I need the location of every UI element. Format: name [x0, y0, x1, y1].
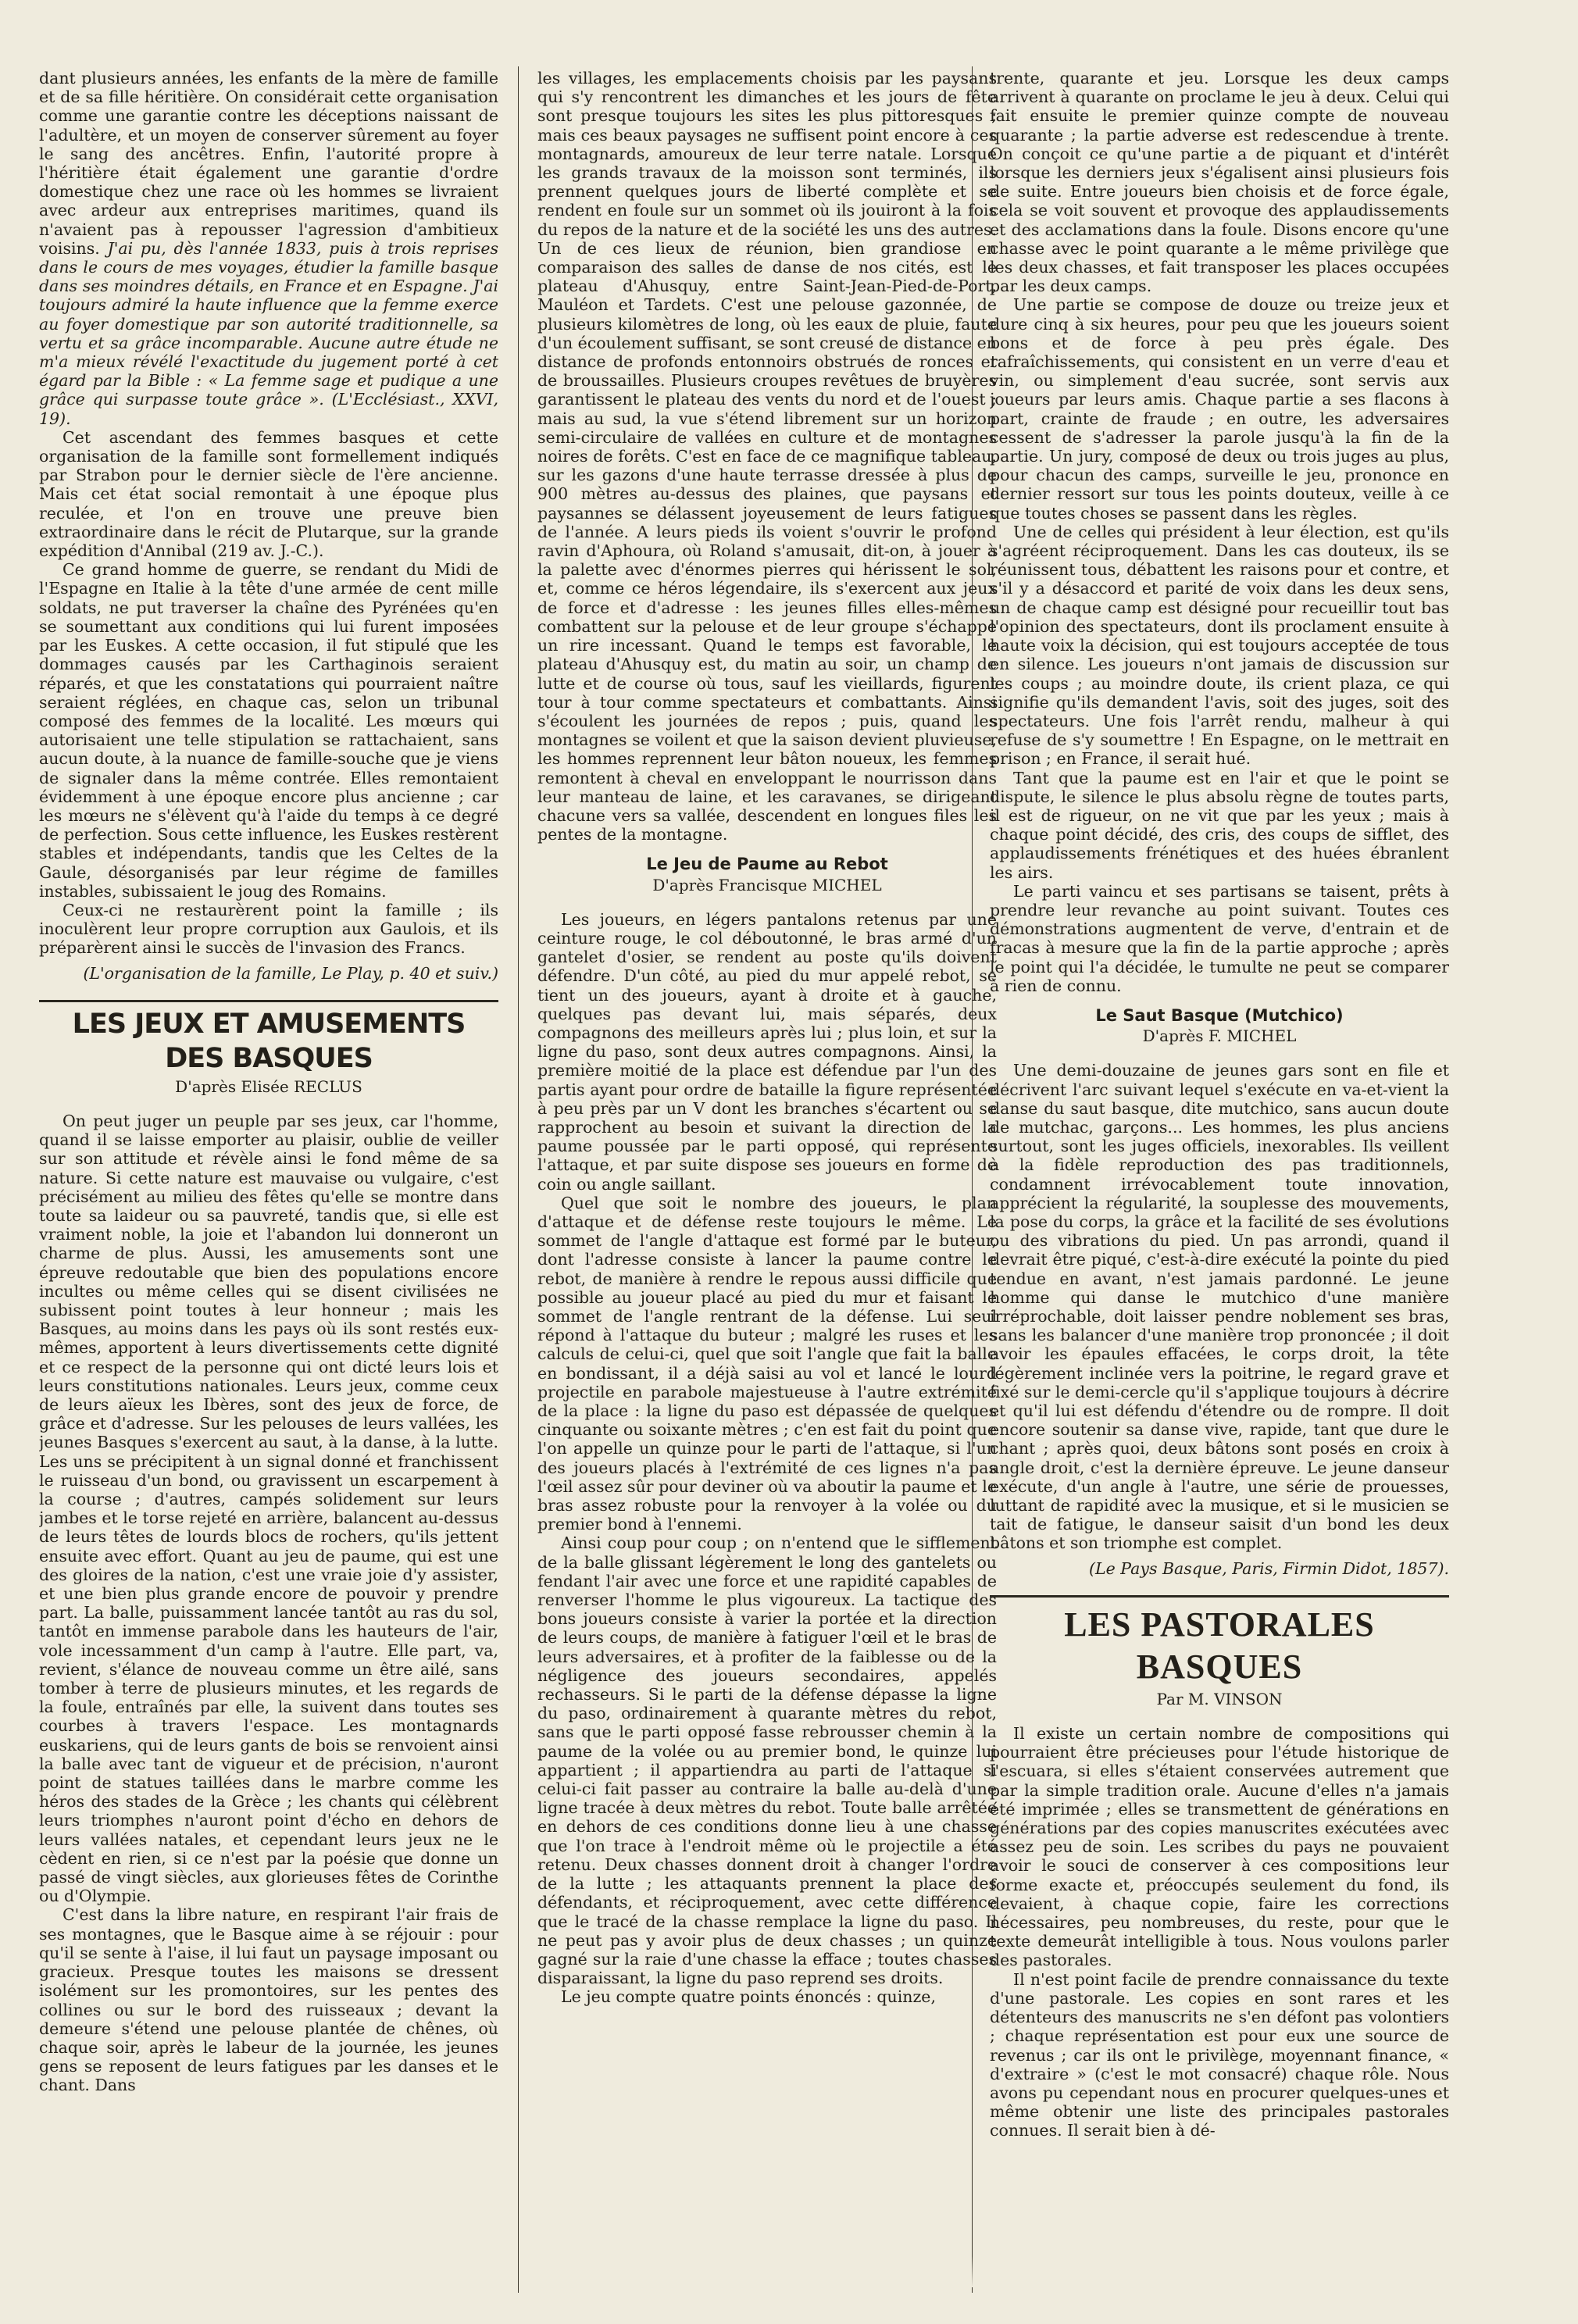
paragraph: Ainsi coup pour coup ; on n'entend que le sifflement de la balle glissant légèrement le long des gantelets ou fendant l'air avec une force et une rapidité capables de renverser l'homme le plus vigoureux. La tactique des bons joueurs consiste à varier la portée et la direction de leurs coups, de manière à fatiguer l'œil et le bras de leurs adversaires, et à profiter de la faiblesse ou de la négligence des joueurs secondaires, appelés rechasseurs. Si le parti de la défense dépasse la ligne du paso, ordinairement à quarante mètres du rebot, sans que le parti opposé fasse rebrousser chemin à la paume de la volée ou au premier bond, le quinze lui appartient ; il appartiendra au parti de l'attaque si celui-ci fait passer au contraire la balle au-delà d'une ligne tracée à deux mètres du rebot. Toute balle arrêtée en dehors de ces conditions donne lieu à une chasse que l'on trace à l'endroit même où le projectile a été retenu. Deux chasses donnent droit à changer l'ordre de la lutte ; les attaquants prennent la place des défendants, et réciproquement, avec cette différence que le tracé de la chasse remplace la ligne du paso. Il ne peut pas y avoir plus de deux chasses ; un quinze gagné sur la raie d'une chasse la efface ; toutes chasses disparaissant, la ligne du paso reprend ses droits.	[537, 1533, 997, 1988]
paragraph: Il n'est point facile de prendre connaissance du texte d'une pastorale. Les copies en sont rares et les détenteurs des manuscrits ne s'en défont pas volontiers ; chaque représentation est pour eux une source de revenus ; car ils ont le privilège, moyennant finance, « d'extraire » (c'est le mot consacré) chaque rôle. Nous avons pu cependant nous en procurer quelques-unes et même obtenir une liste des principales pastorales connues. Il serait bien à dé-	[990, 1969, 1449, 2140]
citation: (L'organisation de la famille, Le Play, p. 40 et suiv.)	[83, 963, 498, 983]
column-fade	[990, 2256, 1449, 2287]
section-byline: D'après F. MICHEL	[1142, 1026, 1297, 1046]
paragraph: Ce grand homme de guerre, se rendant du Midi de l'Espagne en Italie à la tête d'une armée de cent mille soldats, ne put traverser la chaîne des Pyrénées qu'en se soumettant aux conditions qui lui furent imposées par les Euskes. A cette occasion, il fut stipulé que les dommages causés par les Carthaginois seraient réparés, et que les constatations qui pourraient naître seraient réglées, en chaque cas, selon un tribunal composé des femmes de la localité. Les mœurs qui autorisaient une telle stipulation se rattachaient, sans aucun doute, à la nuance de famille-souche que je viens de signaler dans la même contrée. Elles remontaient évidemment à une époque encore plus ancienne ; car les mœurs ne s'élèvent qu'à l'aide du temps à ce degré de perfection. Sous cette influence, les Euskes restèrent stables et indépendants, tandis que les Celtes de la Gaule, désorganisés par leur régime de familles instables, subissaient le joug des Romains.	[39, 560, 498, 901]
paragraph: C'est dans la libre nature, en respirant l'air frais de ses montagnes, que le Basque aime à se réjouir : pour qu'il se sente à l'aise, il lui faut un paysage imposant ou gracieux. Presque toutes les maisons se dressent isolément sur les promontoires, sur les pentes des collines ou sur le bord des ruisseaux ; devant la demeure s'étend une pelouse plantée de chênes, où chaque soir, après le labeur de la journée, les jeunes gens se reposent de leurs fatigues par les danses et le chant. Dans	[39, 1905, 498, 2095]
paragraph: Il existe un certain nombre de compositions qui pourraient être précieuses pour l'étude historique de l'escuara, si elles s'étaient conservées autrement que par la simple tradition orale. Aucune d'elles n'a jamais été imprimée ; elles se transmettent de générations en générations par des copies manuscrites exécutées avec assez peu de soin. Les scribes du pays ne pouvaient avoir le souci de conserver à ces compositions leur forme exacte et, préoccupés seulement du fond, ils devaient, à chaque copie, faire les corrections nécessaires, peu nombreuses, du reste, pour que le texte demeurât intelligible à tous. Nous voulons parler des pastorales.	[990, 1724, 1449, 1970]
citation: (Le Pays Basque, Paris, Firmin Didot, 1857).	[1089, 1558, 1449, 1578]
article-byline: Par M. VINSON	[1156, 1689, 1283, 1708]
paragraph: Ceux-ci ne restaurèrent point la famille ; ils inoculèrent leur propre corruption aux Gaulois, et ils préparèrent ainsi le succès de l'invasion des Francs.	[39, 900, 498, 958]
paragraph: trente, quarante et jeu. Lorsque les deux camps arrivent à quarante on proclame le jeu à deux. Celui qui fait ensuite le premier quinze compte de nouveau quarante ; la partie adverse est redescendue à trente. On conçoit ce qu'une partie a de piquant et d'intérêt lorsque les derniers jeux s'égalisent ainsi plusieurs fois de suite. Entre joueurs bien choisis et de force égale, cela se voit souvent et provoque des applaudissements et des acclamations dans la foule. Disons encore qu'une chasse avec le point quarante a le même privilège que les deux chasses, et fait transposer les places occupées par les deux camps.	[990, 69, 1449, 296]
section-title: Le Jeu de Paume au Rebot	[646, 855, 888, 874]
article-byline: D'après Elisée RECLUS	[175, 1076, 362, 1096]
paragraph: Une de celles qui président à leur élection, est qu'ils s'agréent réciproquement. Dans les cas douteux, ils se réunissent tous, débattent les raisons pour et contre, et s'il y a désaccord et parité de voix dans les deux sens, un de chaque camp est désigné pour recueillir tout bas l'opinion des spectateurs, dont ils proclament ensuite à haute voix la décision, qui est toujours acceptée de tous en silence. Les joueurs n'ont jamais de discussion sur les coups ; au moindre doute, ils crient plaza, ce qui signifie qu'ils demandent l'avis, soit des juges, soit des spectateurs. Une fois l'arrêt rendu, malheur à qui refuse de s'y soumettre ! En Espagne, on le mettrait en prison ; en France, il serait hué.	[990, 522, 1449, 769]
column-left	[39, 69, 498, 2287]
column-fade	[537, 2256, 997, 2287]
paragraph: dant plusieurs années, les enfants de la mère de famille et de sa fille héritière. On considérait cette organisation comme une garantie contre les déceptions naissant de l'adultère, et un moyen de conserver sûrement au foyer le sang des ancêtres. Enfin, l'autorité propre à l'héritière était également une garantie d'ordre domestique chez une race où les hommes se livraient avec ardeur aux entreprises maritimes, quand ils n'avaient pas à repousser l'agression d'ambitieux voisins. J'ai pu, dès l'année 1833, puis à trois reprises dans le cours de mes voyages, étudier la famille basque dans ses moindres détails, en France et en Espagne. J'ai toujours admiré la haute influence que la femme exerce au foyer domestique par son autorité traditionnelle, sa vertu et sa grâce incomparable. Aucune autre étude ne m'a mieux révélé l'exactitude du jugement porté à cet égard par la Bible : « La femme sage et pudique a une grâce qui surpasse toute grâce ». (L'Ecclésiast., XXVI, 19).	[39, 69, 498, 428]
paragraph: Les joueurs, en légers pantalons retenus par une ceinture rouge, le col déboutonné, le bras armé d'un gantelet d'osier, se rendent au poste qu'ils doivent défendre. D'un côté, au pied du mur appelé rebot, se tient un des joueurs, ayant à droite et à gauche, quelques pas devant lui, mais séparés, deux compagnons des meilleurs après lui ; plus loin, et sur la ligne du paso, sont deux autres compagnons. Ainsi, la première moitié de la place est défendue par l'un des partis ayant pour ordre de bataille la figure représentée à peu près par un V dont les branches s'écartent ou se rapprochent au besoin et suivant la direction de la paume poussée par le parti opposé, qui représente l'attaque, et par suite dispose ses joueurs en forme de coin ou angle saillant.	[537, 909, 997, 1194]
column-right	[990, 69, 1449, 2287]
article-title: LES JEUX ET AMUSEMENTS DES BASQUES	[39, 1000, 498, 1076]
paragraph: On peut juger un peuple par ses jeux, car l'homme, quand il se laisse emporter au plaisir, oublie de veiller sur son attitude et révèle ainsi le fond même de sa nature. Si cette nature est mauvaise ou vulgaire, c'est précisément au milieu des fêtes qu'elle se montre dans toute sa laideur ou sa pauvreté, tandis que, si elle est vraiment noble, la joie et l'abandon lui donneront un charme de plus. Aussi, les amusements sont une épreuve redoutable que bien des populations encore incultes ou même celles qui se disent civilisées ne subissent point toutes à leur honneur ; mais les Basques, au moins dans les pays où ils sont restés eux-mêmes, apportent à leurs divertissements cette dignité et ce respect de la personne qui ont dicté leurs lois et leurs constitutions nationales. Leurs jeux, comme ceux de leurs aïeux les Ibères, sont des jeux de force, de grâce et d'adresse. Sur les pelouses de leurs vallées, les jeunes Basques s'exercent au saut, à la danse, à la lutte. Les uns se précipitent à un signal donné et franchissent le ruisseau d'un bond, ou gravissent un escarpement à la course ; d'autres, campés solidement sur leurs jambes et le torse rejeté en arrière, balancent au-dessus de leurs têtes de lourds blocs de rochers, qu'ils jettent ensuite avec effort. Quant au jeu de paume, qui est une des gloires de la nation, c'est une vraie joie d'y assister, et une bien plus grande encore de pouvoir y prendre part. La balle, puissamment lancée tantôt au ras du sol, tantôt en immense parabole dans les hauteurs de l'air, vole incessamment d'un camp à l'autre. Elle part, va, revient, s'élance de nouveau comme un être ailé, sans tomber à terre de plusieurs minutes, et les regards de la foule, entraînés par elle, la suivent dans toutes ses courbes à travers l'espace. Les montagnards euskariens, qui de leurs gants de bois se renvoient ainsi la balle avec tant de vigueur et de précision, n'auront point de statues taillées dans le marbre comme les héros des stades de la Grèce ; les chants qui célèbrent leurs triomphes n'auront point d'écho en dehors de leurs vallées natales, et cependant leurs jeux ne le cèdent en rien, si ce n'est par la poésie que donne un passé de vingt siècles, aux glorieuses fêtes de Corinthe ou d'Olympie.	[39, 1111, 498, 1906]
column-middle	[537, 69, 997, 2287]
paragraph: Cet ascendant des femmes basques et cette organisation de la famille sont formellement indiqués par Strabon pour le dernier siècle de l'ère ancienne. Mais cet état social remontait à une époque plus reculée, et l'on en trouve une preuve bien extraordinaire dans le récit de Plutarque, sur la grande expédition d'Annibal (219 av. J.-C.).	[39, 427, 498, 561]
paragraph: Une partie se compose de douze ou treize jeux et dure cinq à six heures, pour peu que les joueurs soient bons et de force à peu près égale. Des rafraîchissements, qui consistent en un verre d'eau et vin, ou simplement d'eau sucrée, sont servis aux joueurs par leurs amis. Chaque partie a ses flacons à part, crainte de fraude ; en outre, les adversaires cessent de s'adresser la parole jusqu'à la fin de la partie. Un jury, composé de deux ou trois juges au plus, pour chacun des camps, surveille le jeu, prononce en dernier ressort sur tous les points douteux, veille à ce que toutes choses se passent dans les règles.	[990, 295, 1449, 523]
paragraph: Quel que soit le nombre des joueurs, le plan d'attaque et de défense reste toujours le même. Le sommet de l'angle d'attaque est formé par le buteur, dont l'adresse consiste à lancer la paume contre le rebot, de manière à rendre le repous aussi difficile que possible au joueur placé au pied du mur et faisant le sommet de l'angle rentrant de la défense. Lui seul répond à l'attaque du buteur ; malgré les ruses et les calculs de celui-ci, quel que soit l'angle que fait la balle en bondissant, il a déjà saisi au vol et lancé le lourd projectile en parabole majestueuse à l'autre extrémité de la place : la ligne du paso est dépassée de quelques cinquante ou soixante mètres ; c'en est fait du point que l'on appelle un quinze pour le parti de l'attaque, si l'un des joueurs placés à l'extrémité de ces lignes n'a pas l'œil assez sûr pour deviner où va aboutir la paume et le bras assez robuste pour la renvoyer à la volée ou du premier bond à l'ennemi.	[537, 1193, 997, 1534]
column-rule	[518, 66, 519, 2293]
paragraph: Le jeu compte quatre points énoncés : quinze,	[561, 1987, 936, 2007]
paragraph: Tant que la paume est en l'air et que le point se dispute, le silence le plus absolu règne de toutes parts, il est de rigueur, on ne vit que par les yeux ; mais à chaque point décidé, des cris, des coups de sifflet, des applaudissements frénétiques et des huées ébranlent les airs.	[990, 768, 1449, 882]
article-title: LES PASTORALES BASQUES	[990, 1595, 1449, 1688]
paragraph: Le parti vaincu et ses partisans se taisent, prêts à prendre leur revanche au point suivant. Toutes ces démonstrations augmentent de verve, d'entrain et de fracas à mesure que la fin de la partie approche ; après le point qui l'a décidée, le tumulte ne peut se comparer à rien de connu.	[990, 881, 1449, 995]
section-title: Le Saut Basque (Mutchico)	[1095, 1005, 1344, 1025]
column-fade	[39, 2256, 498, 2287]
paragraph: Une demi-douzaine de jeunes gars sont en file et décrivent l'arc suivant lequel s'exécute en va-et-vient la danse du saut basque, dite mutchico, sans aucun doute de mutchac, garçons... Les hommes, les plus anciens surtout, sont les juges officiels, inexorables. Ils veillent à la fidèle reproduction des pas traditionnels, condamnent irrévocablement toute innovation, apprécient la régularité, la souplesse des mouvements, la pose du corps, la grâce et la facilité de ses évolutions ou des vibrations du pied. Un pas arrondi, quand il devrait être piqué, c'est-à-dire exécuté la pointe du pied tendue en avant, n'est jamais pardonné. Le jeune homme qui danse le mutchico d'une manière irréprochable, doit laisser pendre noblement ses bras, sans les balancer d'une manière trop prononcée ; il doit avoir les épaules effacées, le corps droit, la tête légèrement inclinée vers la poitrine, le regard grave et fixé sur le demi-cercle qu'il s'applique toujours à décrire et qu'il lui est défendu d'étendre ou de rompre. Il doit encore soutenir sa danse vive, rapide, tant que dure le chant ; après quoi, deux bâtons sont posés en croix à angle droit, c'est la dernière épreuve. Le jeune danseur exécute, d'un angle à l'autre, une série de prouesses, luttant de rapidité avec la musique, et si le musicien se tait de fatigue, le danseur saisit d'un bond les deux bâtons et son triomphe est complet.	[990, 1061, 1449, 1553]
paragraph: les villages, les emplacements choisis par les paysans qui s'y rencontrent les dimanches et les jours de fête sont presque toujours les sites les plus pittoresques ; mais ces beaux paysages ne suffisent point encore à ces montagnards, amoureux de leur terre natale. Lorsque les grands travaux de la moisson sont terminés, ils prennent quelques jours de liberté complète et se rendent en foule sur un sommet où ils jouiront à la fois du repos de la nature et de la société les uns des autres. Un de ces lieux de réunion, bien grandiose en comparaison des salles de danse de nos cités, est le plateau d'Ahusquy, entre Saint-Jean-Pied-de-Port, Mauléon et Tardets. C'est une pelouse gazonnée, de plusieurs kilomètres de long, où les eaux de pluie, faute d'un écoulement suffisant, se sont creusé de distance en distance de profonds entonnoirs obstrués de ronces et de broussailles. Plusieurs croupes revêtues de bruyères garantissent le plateau des vents du nord et de l'ouest ; mais au sud, la vue s'étend librement sur un horizon semi-circulaire de vallées en culture et de montagnes noires de forêts. C'est en face de ce magnifique tableau, sur les gazons d'une haute terrasse dressée à plus de 900 mètres au-dessus des plaines, que paysans et paysannes se délassent joyeusement de leurs fatigues de l'année. A leurs pieds ils voient s'ouvrir le profond ravin d'Aphoura, où Roland s'amusait, dit-on, à jouer à la palette avec d'énormes pierres qui hérissent le sol, et, comme ce héros légendaire, ils s'exercent aux jeux de force et d'adresse : les jeunes filles elles-mêmes combattent sur la pelouse et de leur groupe s'échappe un rire incessant. Quand le temps est favorable, le plateau d'Ahusquy est, du matin au soir, un champ de lutte et de course où tous, sauf les vieillards, figurent tour à tour comme spectateurs et combattants. Ainsi s'écoulent les journées de repos ; puis, quand les montagnes se voilent et que la saison devient pluvieuse, les hommes reprennent leur bâton noueux, les femmes remontent à cheval en enveloppant le nourrisson dans leur manteau de laine, et les caravanes, se dirigeant chacune vers sa vallée, descendent en longues files les pentes de la montagne.	[537, 69, 997, 844]
section-byline: D'après Francisque MICHEL	[652, 875, 882, 894]
